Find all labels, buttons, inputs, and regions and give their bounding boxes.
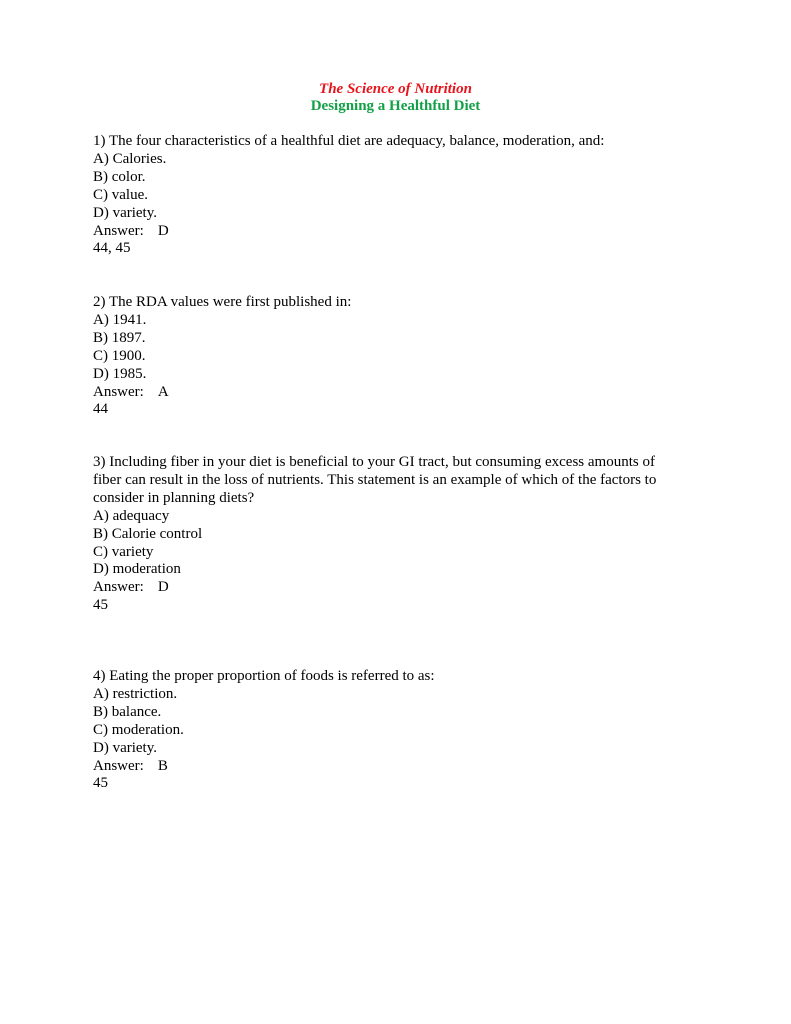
question-2 <box>93 294 693 419</box>
answer-line <box>93 758 693 776</box>
option-b: B) color. <box>93 168 146 185</box>
page-reference: 45 <box>93 775 108 792</box>
document-subtitle: Designing a Healthful Diet <box>310 98 481 114</box>
question-stem-line-1: 3) Including fiber in your diet is beneficial to your GI tract, but consuming excess amounts of <box>93 454 655 470</box>
question-1 <box>93 133 693 258</box>
answer-label: Answer: <box>93 222 144 239</box>
answer-line <box>93 384 693 402</box>
answer-line <box>93 223 693 241</box>
option-a: A) Calories. <box>93 150 167 167</box>
page-reference: 44, 45 <box>93 240 131 257</box>
question-stem-line-3: consider in planning diets? <box>93 489 255 506</box>
option-b: B) Calorie control <box>93 525 203 542</box>
option-b: B) balance. <box>93 703 162 720</box>
option-d: D) 1985. <box>93 365 147 382</box>
option-a: A) restriction. <box>93 685 178 702</box>
answer-value: D <box>157 222 169 239</box>
page-reference: 45 <box>93 597 108 614</box>
option-c: C) 1900. <box>93 347 146 364</box>
document-title: The Science of Nutrition <box>319 81 472 97</box>
option-a: A) adequacy <box>93 507 170 524</box>
option-c: C) value. <box>93 186 148 203</box>
answer-value: A <box>157 383 169 400</box>
question-stem-line-2: fiber can result in the loss of nutrients. This statement is an example of which of the factors to <box>93 471 657 488</box>
question-stem: 4) Eating the proper proportion of foods is referred to as: <box>93 668 435 684</box>
option-d: D) moderation <box>93 561 181 578</box>
answer-line <box>93 579 693 597</box>
option-a: A) 1941. <box>93 311 147 328</box>
answer-value: D <box>157 579 169 596</box>
answer-label: Answer: <box>93 757 144 774</box>
answer-label: Answer: <box>93 383 144 400</box>
option-d: D) variety. <box>93 739 157 756</box>
option-c: C) moderation. <box>93 721 184 738</box>
answer-label: Answer: <box>93 579 144 596</box>
question-4 <box>93 668 693 793</box>
answer-value: B <box>157 757 168 774</box>
page-reference: 44 <box>93 401 108 418</box>
option-d: D) variety. <box>93 204 157 221</box>
question-stem: 2) The RDA values were first published in: <box>93 294 352 310</box>
question-stem: 1) The four characteristics of a healthful diet are adequacy, balance, moderation, and: <box>93 133 605 149</box>
option-b: B) 1897. <box>93 329 146 346</box>
question-3 <box>93 454 693 615</box>
option-c: C) variety <box>93 543 154 560</box>
